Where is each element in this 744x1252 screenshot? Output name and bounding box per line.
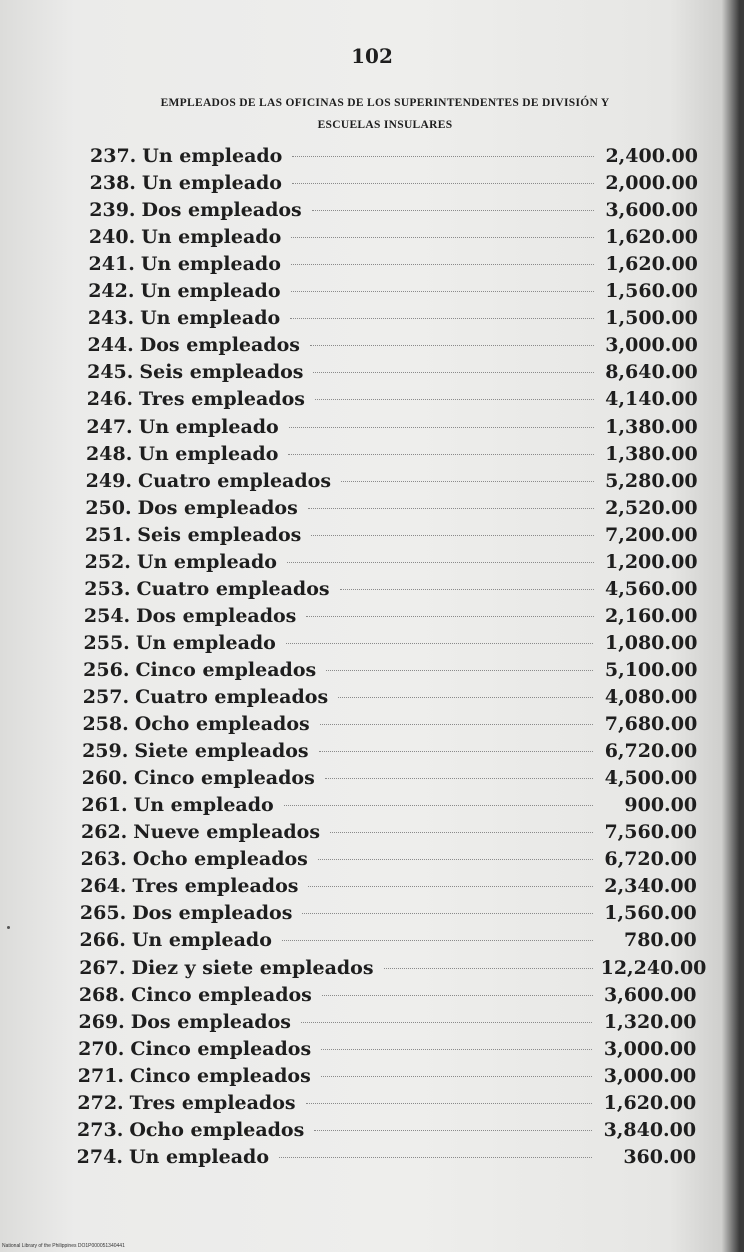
list-item (90, 143, 698, 170)
list-item (85, 522, 698, 549)
item-number: 254. (83, 604, 131, 627)
item-number: 256. (83, 658, 130, 681)
list-item (82, 738, 697, 765)
list-item (84, 576, 697, 603)
dot-leader (313, 370, 593, 373)
item-description: Cuatro empleados (136, 577, 330, 600)
dot-leader (338, 695, 593, 698)
item-number: 273. (77, 1118, 124, 1141)
item-description: Un empleado (141, 226, 282, 249)
dot-leader (322, 993, 593, 996)
dot-leader (306, 1101, 593, 1104)
item-description: Dos empleados (132, 902, 293, 925)
list-item (86, 468, 698, 495)
dot-leader (308, 506, 594, 509)
item-amount: 1,500.00 (605, 307, 698, 330)
list-item (88, 278, 698, 305)
list-item (87, 359, 698, 386)
list-item (88, 305, 698, 332)
item-number: 255. (83, 631, 130, 654)
page-number: 102 (351, 44, 393, 68)
scan-credit: National Library of the Philippines DO1P000051340441 (2, 1243, 125, 1249)
dot-leader (325, 776, 593, 779)
item-number: 246. (86, 388, 134, 411)
item-number: 249. (85, 469, 132, 492)
list-item (78, 1063, 697, 1090)
item-description: Cinco empleados (135, 658, 317, 681)
list-item (78, 1009, 696, 1036)
item-amount: 1,380.00 (605, 442, 698, 465)
list-item (87, 332, 697, 359)
item-number: 258. (82, 713, 129, 736)
item-amount: 780.00 (623, 929, 697, 952)
list-item (81, 846, 697, 873)
item-amount: 2,000.00 (605, 172, 698, 195)
item-description: Un empleado (142, 145, 283, 167)
item-number: 253. (84, 577, 131, 600)
list-item (85, 495, 697, 522)
dot-leader (312, 208, 594, 211)
dot-leader (384, 966, 593, 969)
dot-leader (301, 1020, 592, 1023)
list-item (82, 765, 697, 792)
dot-leader (340, 587, 594, 590)
list-item (77, 1117, 696, 1144)
dot-leader (279, 1155, 592, 1158)
item-number: 238. (89, 172, 136, 195)
item-number: 243. (87, 307, 135, 330)
item-description: Dos empleados (137, 496, 298, 519)
item-amount: 2,160.00 (604, 604, 698, 627)
item-description: Un empleado (140, 307, 281, 330)
item-number: 245. (87, 361, 134, 384)
item-amount: 900.00 (624, 794, 698, 817)
item-amount: 2,400.00 (605, 145, 698, 167)
item-amount: 1,380.00 (605, 415, 698, 438)
item-description: Cinco empleados (130, 1064, 311, 1087)
dot-leader (314, 1128, 592, 1131)
item-amount: 2,340.00 (604, 875, 697, 898)
item-number: 272. (77, 1091, 124, 1114)
item-number: 271. (77, 1064, 125, 1087)
item-amount: 1,620.00 (603, 1091, 697, 1114)
item-description: Tres empleados (132, 875, 299, 898)
list-item (81, 819, 697, 846)
item-description: Dos empleados (136, 604, 297, 627)
item-number: 274. (76, 1145, 123, 1168)
dot-leader (320, 722, 594, 725)
item-description: Un empleado (133, 794, 274, 817)
item-amount: 3,840.00 (603, 1118, 697, 1141)
list-item (82, 711, 697, 738)
dot-leader (302, 911, 592, 914)
item-amount: 2,520.00 (605, 496, 698, 519)
section-header-line-2: ESCUELAS INSULARES (317, 119, 453, 131)
item-number: 239. (89, 199, 136, 222)
dot-leader (282, 938, 593, 941)
list-item (87, 386, 698, 413)
item-description: Dos empleados (130, 1010, 291, 1033)
item-amount: 360.00 (623, 1145, 697, 1168)
section-header (60, 92, 710, 136)
dot-leader (341, 479, 594, 482)
item-number: 265. (79, 902, 127, 925)
item-amount: 12,240.00 (600, 956, 707, 979)
item-amount: 6,720.00 (604, 740, 698, 763)
item-amount: 6,720.00 (604, 848, 697, 871)
list-item (86, 414, 697, 441)
dot-leader (286, 641, 594, 644)
dot-leader (288, 452, 593, 455)
item-number: 261. (81, 794, 128, 817)
item-number: 266. (79, 929, 126, 952)
list-item (80, 927, 697, 954)
item-number: 263. (80, 848, 127, 871)
dot-leader (315, 397, 594, 400)
item-number: 270. (78, 1037, 125, 1060)
item-amount: 1,560.00 (604, 902, 697, 925)
item-amount: 3,600.00 (605, 199, 698, 222)
item-description: Cinco empleados (131, 983, 312, 1006)
dot-leader (321, 1074, 592, 1077)
item-description: Ocho empleados (134, 713, 310, 736)
list-item (80, 873, 697, 900)
item-amount: 7,680.00 (604, 713, 698, 736)
item-description: Un empleado (140, 280, 281, 303)
dot-leader (311, 533, 593, 536)
item-description: Cuatro empleados (137, 469, 332, 492)
dot-leader (310, 343, 594, 346)
item-description: Tres empleados (139, 388, 305, 411)
item-description: Cuatro empleados (135, 686, 329, 708)
item-description: Dos empleados (141, 199, 302, 222)
list-item (78, 1036, 696, 1063)
item-number: 251. (84, 523, 132, 546)
list-item (83, 684, 698, 711)
item-amount: 8,640.00 (605, 361, 698, 384)
item-amount: 1,620.00 (605, 226, 698, 249)
list-item (80, 900, 697, 927)
item-number: 242. (88, 280, 135, 303)
item-description: Un empleado (135, 631, 276, 654)
dot-leader (292, 154, 594, 157)
section-header-line-1: EMPLEADOS DE LAS OFICINAS DE LOS SUPERINTENDENTES DE DIVISIÓN Y (160, 97, 610, 109)
item-number: 257. (82, 686, 130, 708)
dot-leader (287, 560, 594, 563)
item-amount: 5,280.00 (605, 469, 698, 492)
list-item (89, 251, 698, 278)
item-number: 237. (90, 145, 137, 167)
item-description: Cinco empleados (130, 1037, 312, 1060)
item-amount: 4,560.00 (604, 577, 698, 600)
dot-leader (291, 289, 594, 292)
item-description: Un empleado (128, 1145, 270, 1168)
item-description: Tres empleados (129, 1091, 296, 1114)
dot-leader (330, 830, 593, 833)
list-item (89, 197, 698, 224)
dot-leader (321, 1047, 592, 1050)
item-description: Ocho empleados (132, 848, 308, 871)
dot-leader (326, 668, 593, 671)
item-number: 250. (85, 496, 132, 519)
item-number: 240. (88, 226, 136, 249)
item-description: Un empleado (140, 253, 281, 276)
item-description: Ocho empleados (129, 1118, 305, 1141)
item-description: Un empleado (131, 929, 272, 952)
item-number: 260. (81, 767, 128, 790)
list-item (79, 982, 697, 1009)
item-number: 269. (78, 1010, 125, 1033)
item-description: Un empleado (136, 550, 277, 573)
item-number: 259. (82, 740, 129, 763)
dot-leader (284, 803, 593, 806)
item-amount: 3,000.00 (603, 1037, 697, 1060)
item-description: Un empleado (138, 442, 279, 465)
item-amount: 1,320.00 (603, 1010, 697, 1033)
list-item (84, 603, 698, 630)
item-description: Dos empleados (139, 334, 300, 357)
list-item (90, 170, 698, 197)
list-item (89, 224, 698, 251)
dot-leader (291, 235, 594, 238)
list-item (79, 955, 707, 982)
list-item (77, 1144, 696, 1171)
item-amount: 1,080.00 (604, 631, 698, 654)
dot-leader (291, 262, 594, 265)
item-number: 247. (86, 415, 133, 438)
item-number: 241. (88, 253, 135, 276)
dot-leader (289, 425, 594, 428)
item-number: 267. (79, 956, 126, 979)
list-item (85, 549, 698, 576)
item-amount: 1,560.00 (605, 280, 698, 303)
item-description: Seis empleados (139, 361, 304, 384)
item-amount: 4,140.00 (605, 388, 698, 411)
list-item (84, 630, 698, 657)
dot-leader (306, 614, 593, 617)
item-amount: 3,000.00 (605, 334, 698, 357)
dot-leader (290, 316, 594, 319)
item-number: 248. (86, 442, 133, 465)
item-amount: 1,620.00 (605, 253, 698, 276)
item-description: Seis empleados (137, 523, 302, 546)
item-description: Un empleado (141, 172, 282, 195)
dot-leader (308, 884, 592, 887)
item-description: Cinco empleados (134, 767, 315, 790)
dot-leader (319, 749, 594, 752)
list-item (81, 792, 697, 819)
item-number: 264. (80, 875, 127, 898)
item-amount: 3,000.00 (603, 1064, 697, 1087)
item-number: 262. (81, 821, 128, 844)
item-description: Un empleado (138, 415, 279, 438)
item-amount: 3,600.00 (603, 983, 697, 1006)
item-description: Nueve empleados (133, 821, 321, 844)
item-number: 244. (87, 334, 134, 357)
item-amount: 4,500.00 (604, 767, 698, 790)
list-item (83, 657, 697, 684)
item-amount: 4,080.00 (604, 686, 698, 708)
dot-leader (318, 857, 593, 860)
scan-speck (7, 926, 10, 929)
list-item (86, 441, 698, 468)
item-number: 268. (78, 983, 126, 1006)
item-amount: 5,100.00 (604, 658, 698, 681)
item-description: Diez y siete empleados (131, 956, 374, 979)
item-amount: 7,560.00 (604, 821, 697, 844)
item-description: Siete empleados (134, 740, 309, 763)
item-number: 252. (84, 550, 131, 573)
item-amount: 1,200.00 (605, 550, 698, 573)
dot-leader (292, 181, 594, 184)
list-item (77, 1090, 696, 1117)
item-amount: 7,200.00 (605, 523, 698, 546)
